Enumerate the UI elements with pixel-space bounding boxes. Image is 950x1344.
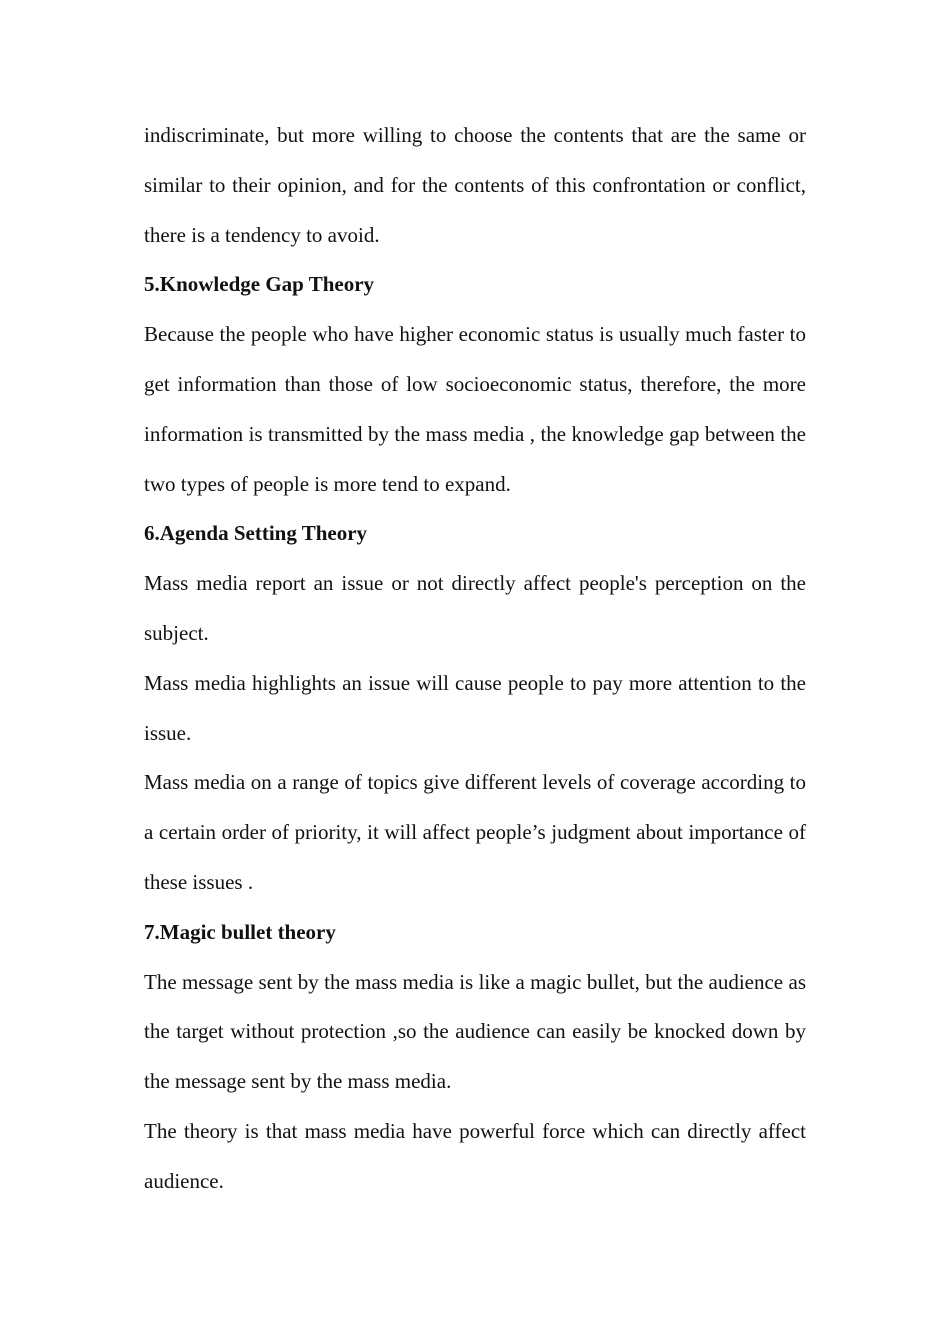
paragraph-agenda-setting-2: Mass media highlights an issue will cause people to pay more attention to the issue. [144,670,806,745]
paragraph-magic-bullet-1: The message sent by the mass media is like a magic bullet, but the audience as the target without protection ,so the audience can easily be knocked down by the message sent by the mass media. [144,969,806,1094]
paragraph-selective-exposure: indiscriminate, but more willing to choose the contents that are the same or similar to their opinion, and for the contents of this confrontation or conflict, there is a tendency to avoid. [144,123,806,247]
heading-knowledge-gap-theory: 5.Knowledge Gap Theory [144,272,375,297]
document-page [144,111,806,1207]
heading-magic-bullet-theory: 7.Magic bullet theory [144,919,336,944]
paragraph-knowledge-gap: Because the people who have higher economic status is usually much faster to get information than those of low socioeconomic status, therefore, the more information is transmitted by the mass media , the knowledge gap between the two types of people is more tend to expand. [144,322,806,496]
paragraph-magic-bullet-2: The theory is that mass media have powerful force which can directly affect audience. [144,1118,806,1193]
heading-agenda-setting-theory: 6.Agenda Setting Theory [144,521,368,546]
paragraph-agenda-setting-1: Mass media report an issue or not directly affect people's perception on the subject. [144,571,806,645]
paragraph-agenda-setting-3: Mass media on a range of topics give different levels of coverage according to a certain order of priority, it will affect people’s judgment about importance of these issues . [144,770,806,894]
